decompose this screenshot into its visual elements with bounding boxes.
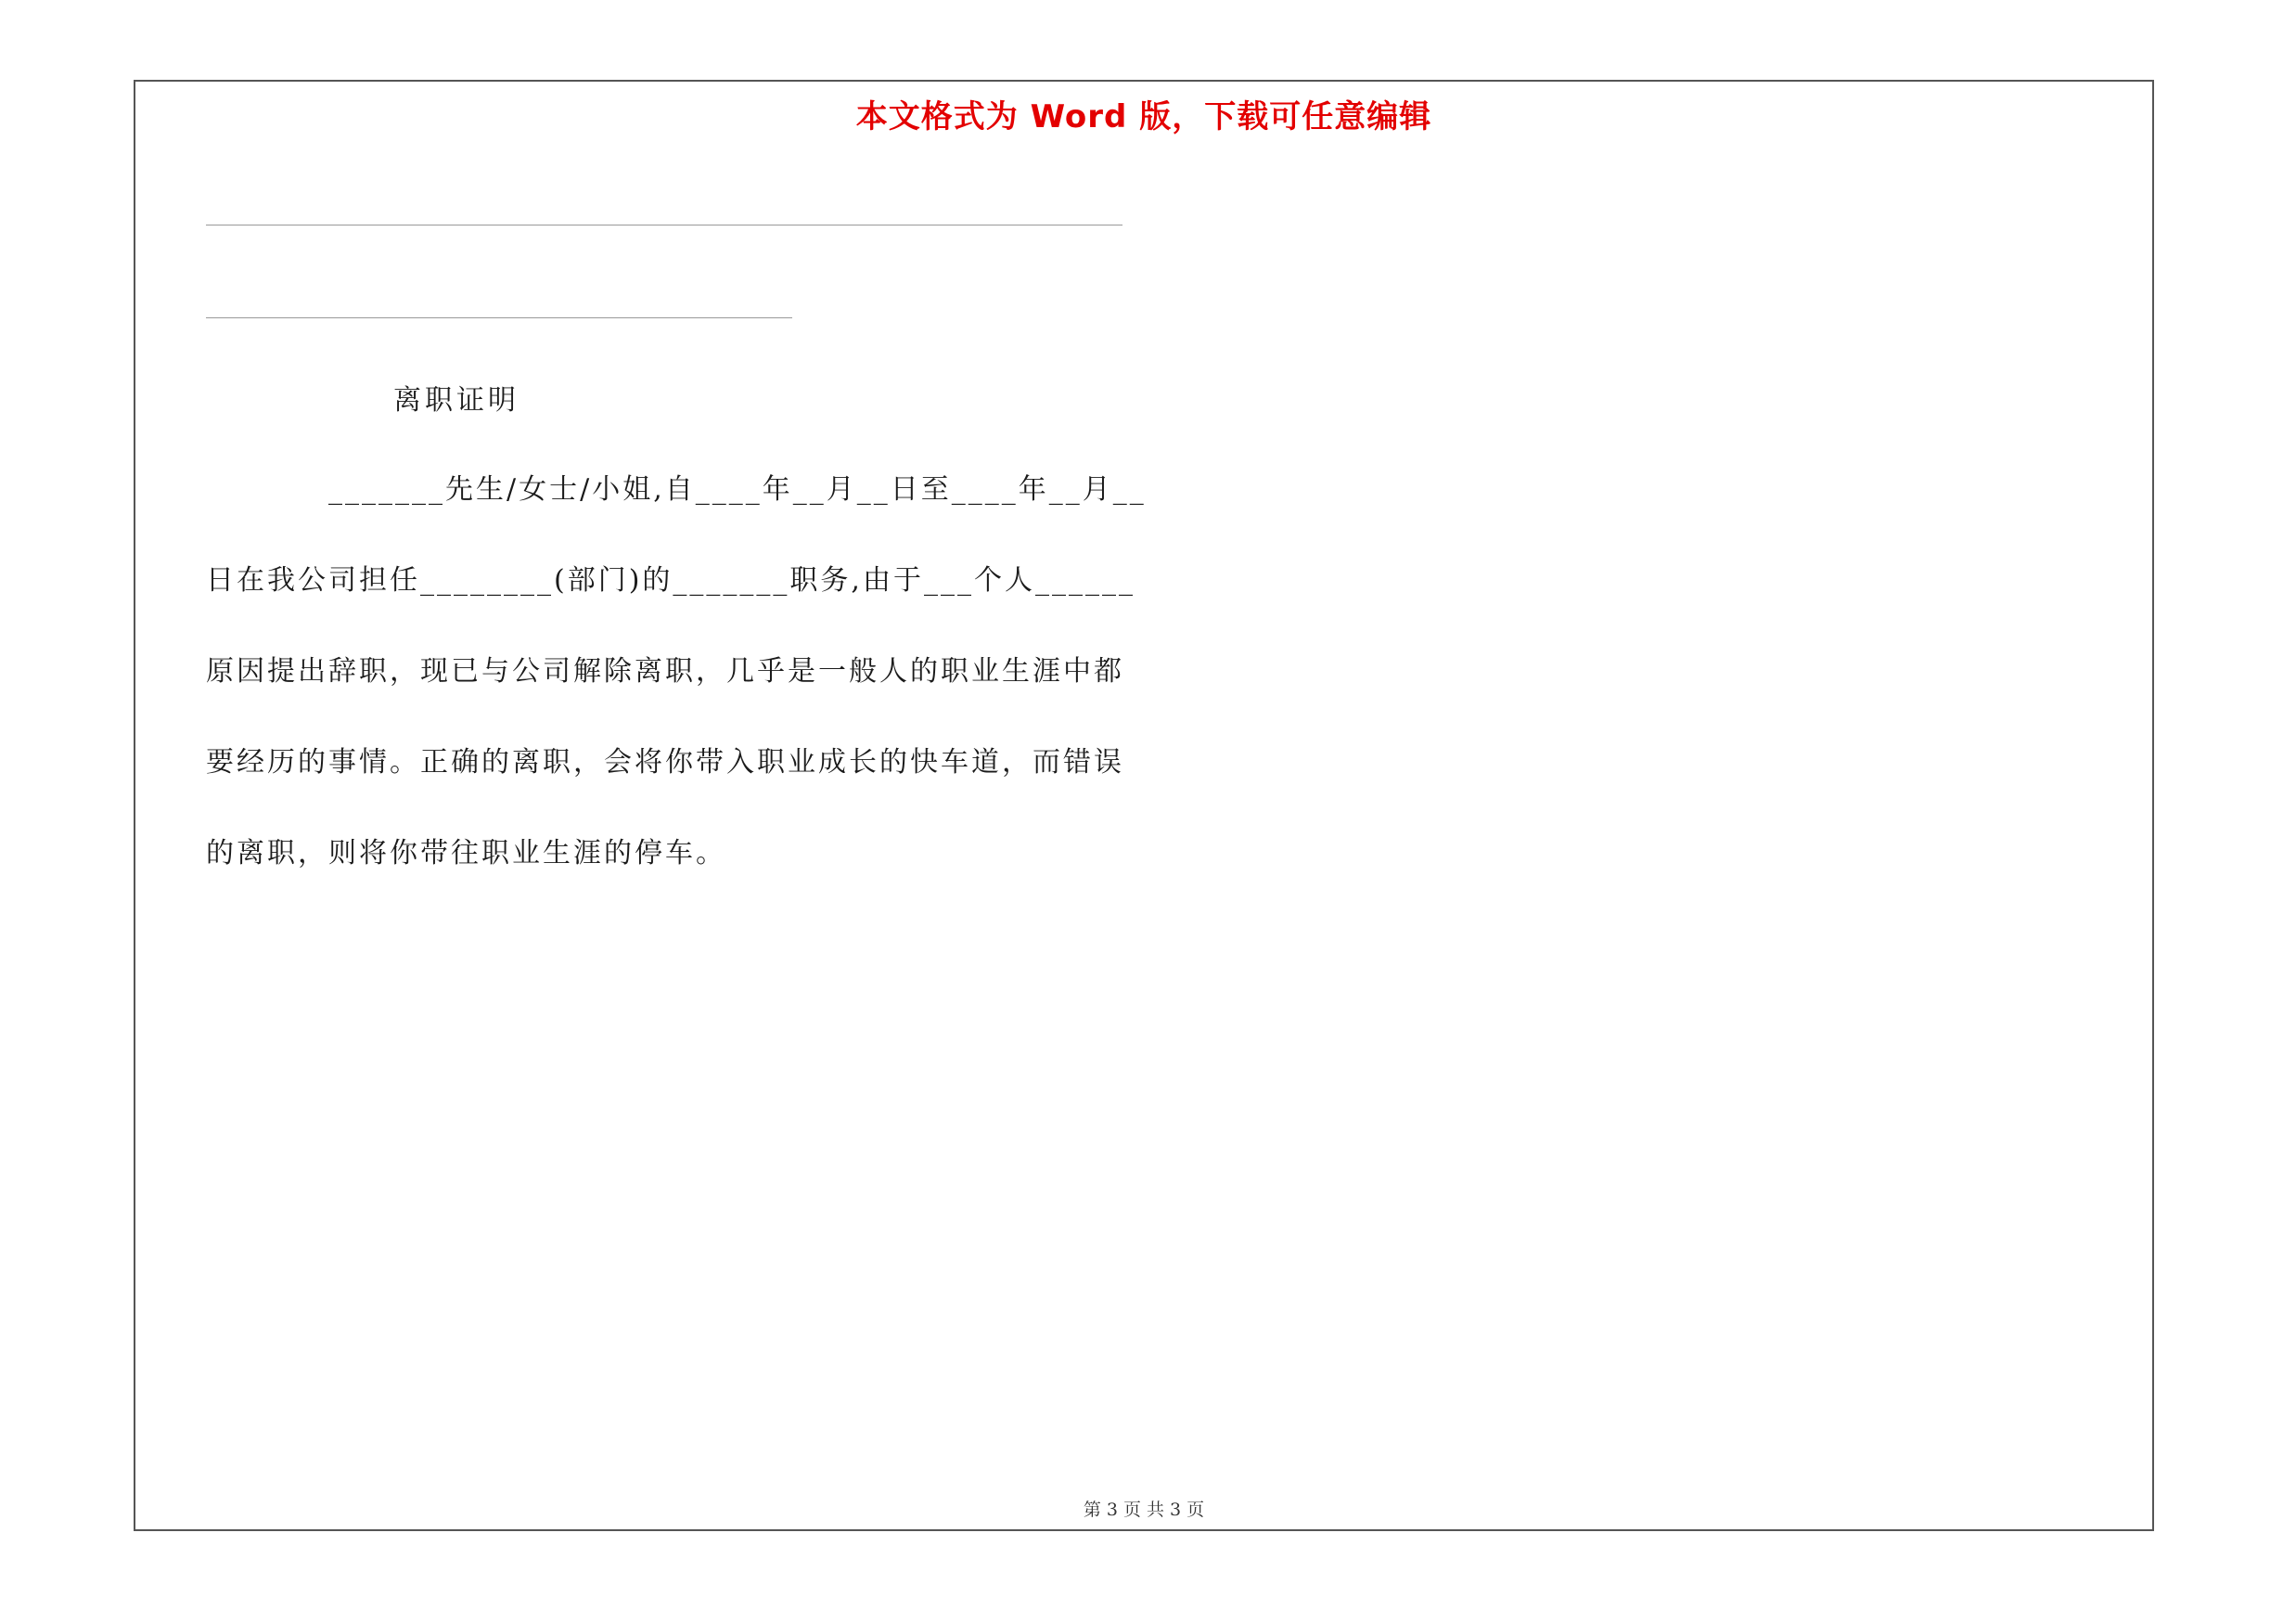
page-number-footer: 第 3 页 共 3 页 — [1083, 1500, 1205, 1520]
word-format-banner: 本文格式为 Word 版，下载可任意编辑 — [855, 98, 1432, 135]
body-text-line: 要经历的事情。正确的离职，会将你带入职业成长的快车道，而错误 — [206, 746, 1124, 779]
body-text-line: 的离职，则将你带往职业生涯的停车。 — [206, 837, 726, 869]
body-text-line: _______先生/女士/小姐,自____年__月__日至____年__月__ — [328, 473, 1147, 506]
body-text-line: 日在我公司担任________(部门)的_______职务,由于___个人______ — [206, 564, 1135, 597]
body-text-line: 原因提出辞职，现已与公司解除离职，几乎是一般人的职业生涯中都 — [206, 655, 1124, 688]
separator-line-short — [206, 317, 792, 318]
document-title: 离职证明 — [393, 384, 519, 417]
page-frame — [134, 80, 2154, 1531]
